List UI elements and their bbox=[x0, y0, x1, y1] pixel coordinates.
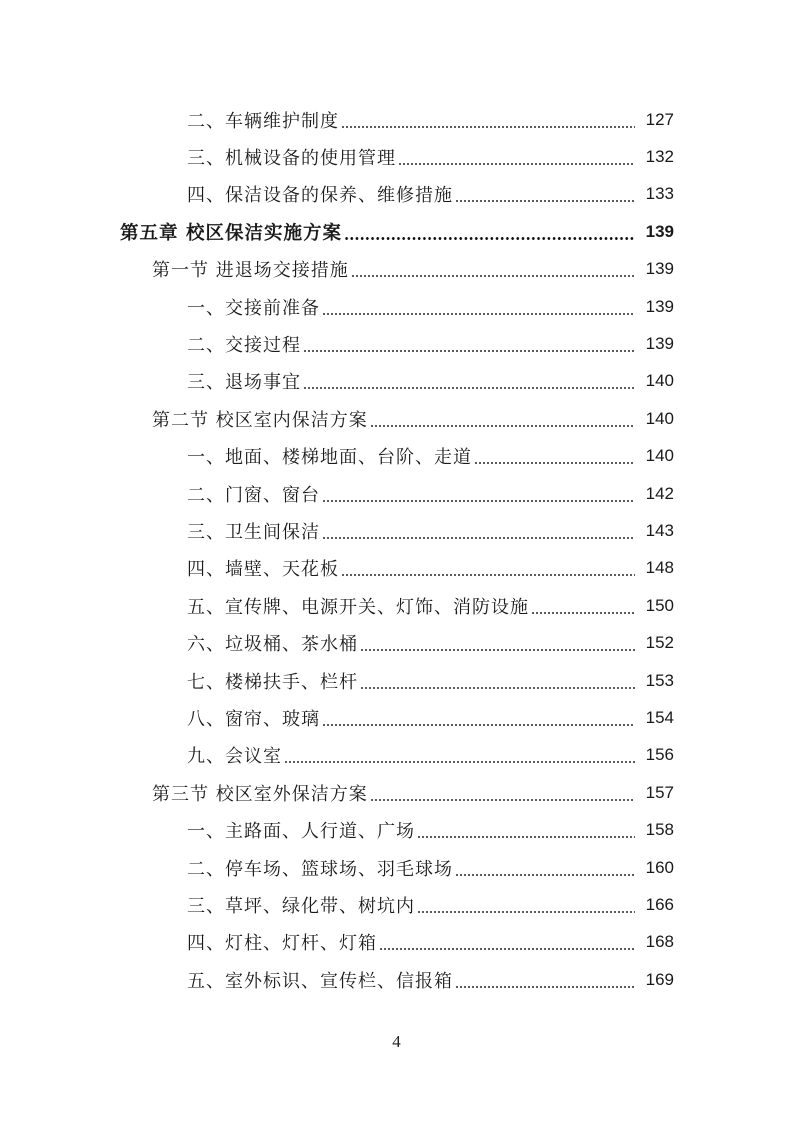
toc-entry-page: 139 bbox=[645, 221, 674, 241]
dot-leader bbox=[455, 200, 635, 202]
table-of-contents bbox=[0, 101, 793, 998]
toc-entry-title: 第二节 校区室内保洁方案 bbox=[152, 409, 368, 431]
toc-entry-page: 150 bbox=[645, 595, 674, 615]
toc-entry-title: 九、会议室 bbox=[187, 746, 282, 768]
toc-entry-title: 三、机械设备的使用管理 bbox=[187, 148, 396, 170]
toc-entry-page: 139 bbox=[645, 259, 674, 279]
toc-entry[interactable] bbox=[0, 138, 793, 175]
page-number: 4 bbox=[392, 1032, 401, 1051]
dot-leader bbox=[360, 687, 635, 689]
toc-entry-title: 三、卫生间保洁 bbox=[187, 521, 320, 543]
toc-entry[interactable] bbox=[0, 737, 793, 774]
toc-entry-page: 143 bbox=[645, 520, 674, 540]
toc-entry-page: 140 bbox=[645, 371, 674, 391]
toc-entry[interactable] bbox=[0, 325, 793, 362]
dot-leader bbox=[455, 986, 635, 988]
dot-leader bbox=[398, 163, 635, 165]
toc-entry-title: 第三节 校区室外保洁方案 bbox=[152, 783, 368, 805]
dot-leader bbox=[531, 612, 635, 614]
dot-leader bbox=[344, 237, 635, 240]
toc-entry-page: 168 bbox=[645, 932, 674, 952]
dot-leader bbox=[417, 836, 635, 838]
toc-entry-page: 169 bbox=[645, 969, 674, 989]
toc-section-entry[interactable] bbox=[0, 251, 793, 288]
toc-entry-page: 160 bbox=[645, 857, 674, 877]
toc-entry-title: 七、楼梯扶手、栏杆 bbox=[187, 671, 358, 693]
toc-entry[interactable] bbox=[0, 924, 793, 961]
toc-entry[interactable] bbox=[0, 587, 793, 624]
toc-entry[interactable] bbox=[0, 550, 793, 587]
toc-entry[interactable] bbox=[0, 849, 793, 886]
toc-entry[interactable] bbox=[0, 961, 793, 998]
toc-entry-title: 三、草坪、绿化带、树坑内 bbox=[187, 895, 415, 917]
toc-entry[interactable] bbox=[0, 512, 793, 549]
dot-leader bbox=[360, 649, 635, 651]
dot-leader bbox=[351, 275, 635, 277]
dot-leader bbox=[284, 761, 635, 763]
toc-section-entry[interactable] bbox=[0, 774, 793, 811]
toc-entry[interactable] bbox=[0, 886, 793, 923]
toc-entry-page: 127 bbox=[645, 109, 674, 129]
toc-entry-title: 六、垃圾桶、茶水桶 bbox=[187, 634, 358, 656]
toc-entry-title: 二、交接过程 bbox=[187, 335, 301, 357]
toc-entry-page: 139 bbox=[645, 296, 674, 316]
dot-leader bbox=[417, 911, 635, 913]
dot-leader bbox=[341, 574, 635, 576]
toc-entry-page: 166 bbox=[645, 894, 674, 914]
toc-entry[interactable] bbox=[0, 475, 793, 512]
dot-leader bbox=[370, 425, 635, 427]
toc-entry-title: 第五章 校区保洁实施方案 bbox=[120, 222, 342, 244]
toc-entry[interactable] bbox=[0, 288, 793, 325]
dot-leader bbox=[303, 350, 635, 352]
toc-chapter-entry[interactable] bbox=[0, 213, 793, 250]
toc-entry-page: 140 bbox=[645, 408, 674, 428]
toc-entry[interactable] bbox=[0, 176, 793, 213]
toc-entry-page: 132 bbox=[645, 147, 674, 167]
toc-entry[interactable] bbox=[0, 363, 793, 400]
dot-leader bbox=[322, 537, 635, 539]
toc-entry-title: 八、窗帘、玻璃 bbox=[187, 708, 320, 730]
toc-entry-page: 133 bbox=[645, 184, 674, 204]
toc-entry-page: 140 bbox=[645, 446, 674, 466]
toc-entry-title: 一、交接前准备 bbox=[187, 297, 320, 319]
toc-entry-title: 四、灯柱、灯杆、灯箱 bbox=[187, 933, 377, 955]
toc-entry[interactable] bbox=[0, 699, 793, 736]
dot-leader bbox=[322, 500, 635, 502]
dot-leader bbox=[341, 126, 635, 128]
toc-entry[interactable] bbox=[0, 662, 793, 699]
toc-entry-title: 五、宣传牌、电源开关、灯饰、消防设施 bbox=[187, 596, 529, 618]
toc-entry-page: 152 bbox=[645, 633, 674, 653]
toc-entry-title: 一、主路面、人行道、广场 bbox=[187, 821, 415, 843]
toc-entry[interactable] bbox=[0, 438, 793, 475]
toc-entry[interactable] bbox=[0, 624, 793, 661]
dot-leader bbox=[455, 874, 635, 876]
toc-section-entry[interactable] bbox=[0, 400, 793, 437]
dot-leader bbox=[322, 724, 635, 726]
toc-entry-page: 158 bbox=[645, 820, 674, 840]
toc-entry[interactable] bbox=[0, 101, 793, 138]
toc-entry-title: 三、退场事宜 bbox=[187, 372, 301, 394]
toc-entry-page: 157 bbox=[645, 782, 674, 802]
dot-leader bbox=[303, 387, 635, 389]
dot-leader bbox=[474, 462, 635, 464]
toc-entry-page: 148 bbox=[645, 558, 674, 578]
toc-entry-title: 二、停车场、篮球场、羽毛球场 bbox=[187, 858, 453, 880]
dot-leader bbox=[379, 948, 635, 950]
toc-entry-title: 四、保洁设备的保养、维修措施 bbox=[187, 185, 453, 207]
toc-entry-page: 156 bbox=[645, 745, 674, 765]
toc-entry-page: 154 bbox=[645, 707, 674, 727]
toc-entry[interactable] bbox=[0, 811, 793, 848]
toc-entry-page: 153 bbox=[645, 670, 674, 690]
toc-entry-title: 五、室外标识、宣传栏、信报箱 bbox=[187, 970, 453, 992]
toc-entry-page: 139 bbox=[645, 334, 674, 354]
dot-leader bbox=[322, 313, 635, 315]
toc-entry-title: 二、门窗、窗台 bbox=[187, 484, 320, 506]
toc-entry-title: 四、墙壁、天花板 bbox=[187, 559, 339, 581]
toc-entry-title: 第一节 进退场交接措施 bbox=[152, 260, 349, 282]
dot-leader bbox=[370, 799, 635, 801]
toc-entry-title: 一、地面、楼梯地面、台阶、走道 bbox=[187, 447, 472, 469]
toc-entry-page: 142 bbox=[645, 483, 674, 503]
toc-entry-title: 二、车辆维护制度 bbox=[187, 110, 339, 132]
